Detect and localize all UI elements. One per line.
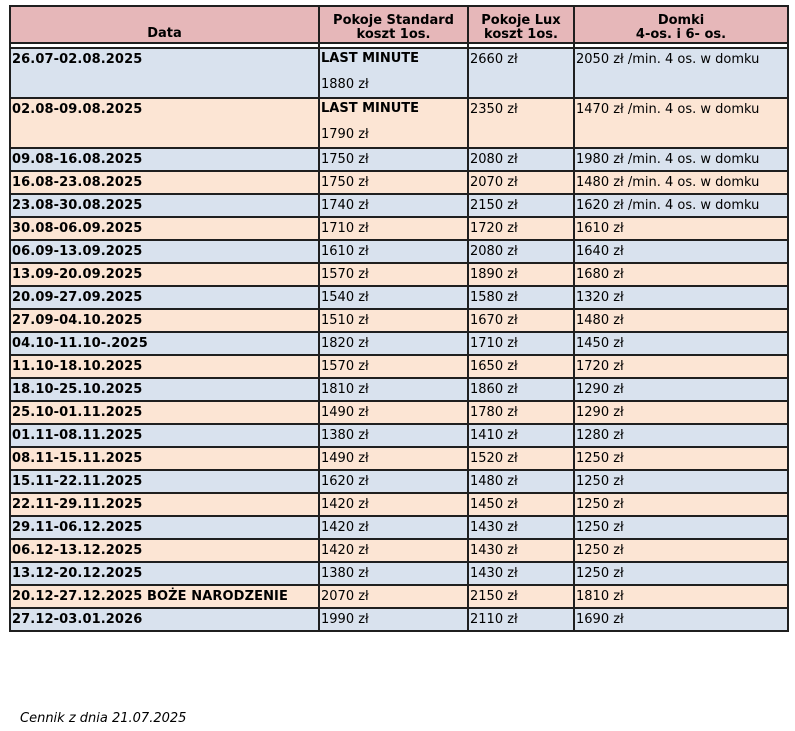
cell-standard: 1570 zł: [319, 355, 468, 378]
cell-domki: 1250 zł: [574, 516, 788, 539]
cell-lux: 2080 zł: [468, 148, 574, 171]
cell-standard: 1710 zł: [319, 217, 468, 240]
table-body: [10, 43, 788, 631]
table-row: [10, 194, 788, 217]
cell-standard: 1380 zł: [319, 562, 468, 585]
cell-lux: 1720 zł: [468, 217, 574, 240]
cell-domki: 1640 zł: [574, 240, 788, 263]
table-row: [10, 98, 788, 148]
cell-date: 16.08-23.08.2025: [10, 171, 319, 194]
header-lux-line1: Pokoje Lux: [481, 13, 561, 28]
cell-standard: 1750 zł: [319, 148, 468, 171]
cell-lux: 1410 zł: [468, 424, 574, 447]
cell-date: 15.11-22.11.2025: [10, 470, 319, 493]
cell-standard: 1490 zł: [319, 401, 468, 424]
table-row: [10, 148, 788, 171]
header-domki: [574, 6, 788, 43]
price-table: [9, 5, 789, 632]
header-standard-line2: koszt 1os.: [356, 27, 431, 42]
table-row: [10, 355, 788, 378]
header-standard: [319, 6, 468, 43]
cell-lux: 2080 zł: [468, 240, 574, 263]
table-row: [10, 286, 788, 309]
cell-date: 23.08-30.08.2025: [10, 194, 319, 217]
cell-lux: 1780 zł: [468, 401, 574, 424]
cell-domki: 1470 zł /min. 4 os. w domku: [574, 98, 788, 148]
cell-standard: 1740 zł: [319, 194, 468, 217]
table-row: [10, 516, 788, 539]
cell-lux: 1520 zł: [468, 447, 574, 470]
cell-standard: 1420 zł: [319, 539, 468, 562]
cell-standard: 1490 zł: [319, 447, 468, 470]
cell-lux: 1430 zł: [468, 516, 574, 539]
standard-price: 1790 zł: [321, 127, 369, 142]
cell-date: 26.07-02.08.2025: [10, 48, 319, 98]
cell-standard: 1540 zł: [319, 286, 468, 309]
cell-domki: 1620 zł /min. 4 os. w domku: [574, 194, 788, 217]
price-list-date-note: Cennik z dnia 21.07.2025: [20, 711, 187, 726]
cell-standard: 1990 zł: [319, 608, 468, 631]
cell-domki: 1250 zł: [574, 493, 788, 516]
cell-date: 04.10-11.10-.2025: [10, 332, 319, 355]
cell-date: 08.11-15.11.2025: [10, 447, 319, 470]
cell-domki: 1810 zł: [574, 585, 788, 608]
table-row: [10, 263, 788, 286]
cell-date: 09.08-16.08.2025: [10, 148, 319, 171]
cell-standard: 1420 zł: [319, 516, 468, 539]
table-row: [10, 332, 788, 355]
cell-domki: 1290 zł: [574, 401, 788, 424]
table-row: [10, 539, 788, 562]
table-row: [10, 171, 788, 194]
cell-standard: 1420 zł: [319, 493, 468, 516]
header-domki-line2: 4-os. i 6- os.: [635, 27, 727, 42]
cell-lux: 1650 zł: [468, 355, 574, 378]
cell-date: 18.10-25.10.2025: [10, 378, 319, 401]
table-row: [10, 401, 788, 424]
cell-standard: 1380 zł: [319, 424, 468, 447]
cell-standard: [319, 98, 468, 148]
cell-date: 25.10-01.11.2025: [10, 401, 319, 424]
cell-date: 27.09-04.10.2025: [10, 309, 319, 332]
table-row: [10, 447, 788, 470]
table-row: [10, 608, 788, 631]
header-data-label: Data: [147, 26, 182, 41]
cell-standard: 1810 zł: [319, 378, 468, 401]
cell-lux: 1670 zł: [468, 309, 574, 332]
cell-lux: 2070 zł: [468, 171, 574, 194]
cell-standard: 1610 zł: [319, 240, 468, 263]
cell-domki: 1480 zł /min. 4 os. w domku: [574, 171, 788, 194]
cell-lux: 1430 zł: [468, 539, 574, 562]
cell-date: 20.12-27.12.2025 BOŻE NARODZENIE: [10, 585, 319, 608]
cell-standard: 1570 zł: [319, 263, 468, 286]
table-row: [10, 378, 788, 401]
cell-date: 27.12-03.01.2026: [10, 608, 319, 631]
header-domki-line1: Domki: [657, 13, 705, 28]
last-minute-label: LAST MINUTE: [321, 51, 420, 66]
cell-date: 02.08-09.08.2025: [10, 98, 319, 148]
cell-lux: 2660 zł: [468, 48, 574, 98]
table-row: [10, 493, 788, 516]
cell-standard: 1750 zł: [319, 171, 468, 194]
cell-standard: 2070 zł: [319, 585, 468, 608]
cell-domki: 1980 zł /min. 4 os. w domku: [574, 148, 788, 171]
cell-domki: 1450 zł: [574, 332, 788, 355]
cell-lux: 2150 zł: [468, 194, 574, 217]
cell-lux: 2110 zł: [468, 608, 574, 631]
table-header: [10, 6, 788, 43]
cell-lux: 1480 zł: [468, 470, 574, 493]
last-minute-label: LAST MINUTE: [321, 101, 420, 116]
table-row: [10, 424, 788, 447]
cell-date: 01.11-08.11.2025: [10, 424, 319, 447]
standard-price: 1880 zł: [321, 77, 369, 92]
cell-date: 13.12-20.12.2025: [10, 562, 319, 585]
table-row: [10, 585, 788, 608]
cell-domki: 1250 zł: [574, 470, 788, 493]
table-row: [10, 309, 788, 332]
table-row: [10, 217, 788, 240]
table-row: [10, 562, 788, 585]
cell-date: 20.09-27.09.2025: [10, 286, 319, 309]
header-standard-line1: Pokoje Standard: [333, 13, 454, 28]
table-row: [10, 470, 788, 493]
cell-lux: 2350 zł: [468, 98, 574, 148]
table-row: [10, 240, 788, 263]
cell-lux: 1430 zł: [468, 562, 574, 585]
cell-domki: 1290 zł: [574, 378, 788, 401]
cell-domki: 1250 zł: [574, 447, 788, 470]
cell-domki: 2050 zł /min. 4 os. w domku: [574, 48, 788, 98]
cell-domki: 1250 zł: [574, 539, 788, 562]
header-lux: [468, 6, 574, 43]
header-data: [10, 6, 319, 43]
cell-date: 30.08-06.09.2025: [10, 217, 319, 240]
cell-lux: 1450 zł: [468, 493, 574, 516]
cell-lux: 1580 zł: [468, 286, 574, 309]
cell-domki: 1320 zł: [574, 286, 788, 309]
cell-lux: 1710 zł: [468, 332, 574, 355]
cell-domki: 1280 zł: [574, 424, 788, 447]
cell-lux: 1890 zł: [468, 263, 574, 286]
cell-date: 06.12-13.12.2025: [10, 539, 319, 562]
cell-standard: 1820 zł: [319, 332, 468, 355]
cell-domki: 1680 zł: [574, 263, 788, 286]
cell-lux: 2150 zł: [468, 585, 574, 608]
cell-standard: [319, 48, 468, 98]
header-lux-line2: koszt 1os.: [484, 27, 558, 42]
cell-standard: 1510 zł: [319, 309, 468, 332]
cell-date: 06.09-13.09.2025: [10, 240, 319, 263]
cell-domki: 1610 zł: [574, 217, 788, 240]
cell-domki: 1720 zł: [574, 355, 788, 378]
cell-date: 29.11-06.12.2025: [10, 516, 319, 539]
table-row: [10, 48, 788, 98]
cell-date: 11.10-18.10.2025: [10, 355, 319, 378]
cell-date: 13.09-20.09.2025: [10, 263, 319, 286]
cell-standard: 1620 zł: [319, 470, 468, 493]
cell-domki: 1690 zł: [574, 608, 788, 631]
cell-domki: 1250 zł: [574, 562, 788, 585]
cell-date: 22.11-29.11.2025: [10, 493, 319, 516]
cell-lux: 1860 zł: [468, 378, 574, 401]
cell-domki: 1480 zł: [574, 309, 788, 332]
